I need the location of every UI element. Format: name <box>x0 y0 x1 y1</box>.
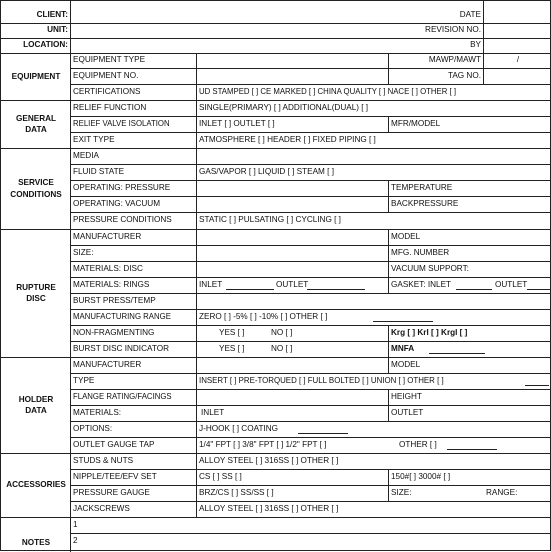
section-rupture-label: RUPTURE <box>16 282 56 292</box>
fill-line[interactable] <box>456 289 492 290</box>
note-1[interactable]: 1 <box>73 519 78 529</box>
mfr-model-label: MFR/MODEL <box>391 118 441 128</box>
gauge-size-label: SIZE: <box>391 487 412 497</box>
location-label: LOCATION: <box>23 40 68 50</box>
height-label: HEIGHT <box>391 391 422 401</box>
section-rupture-disc <box>1 229 71 357</box>
gauge-range-label: RANGE: <box>486 487 518 497</box>
backpressure-label: BACKPRESSURE <box>391 198 459 208</box>
section-accessories <box>1 453 71 517</box>
rule <box>71 533 551 534</box>
materials-rings-label: MATERIALS: RINGS <box>73 279 150 289</box>
non-frag-no[interactable]: NO [ ] <box>271 327 293 337</box>
section-service-conditions <box>1 148 71 229</box>
rd-model-label: MODEL <box>391 231 421 241</box>
burst-press-label: BURST PRESS/TEMP <box>73 295 156 305</box>
hd-inlet-label: INLET <box>201 407 225 417</box>
outlet-gauge-label: OUTLET GAUGE TAP <box>73 439 155 449</box>
by-label: BY <box>470 40 481 50</box>
nipple-label: NIPPLE/TEE/EFV SET <box>73 471 157 481</box>
burst-indicator-no[interactable]: NO [ ] <box>271 343 293 353</box>
exit-type-label: EXIT TYPE <box>73 134 115 144</box>
studs-label: STUDS & NUTS <box>73 455 134 465</box>
hd-materials-label: MATERIALS: <box>73 407 122 417</box>
certifications-options[interactable]: UD STAMPED [ ] CE MARKED [ ] CHINA QUALITY [ ] NACE [ ] OTHER [ ] <box>199 87 457 97</box>
mfg-number-label: MFG. NUMBER <box>391 247 450 257</box>
exit-type-options[interactable]: ATMOSPHERE [ ] HEADER [ ] FIXED PIPING [ ] <box>199 134 376 144</box>
relief-function-options[interactable]: SINGLE(PRIMARY) [ ] ADDITIONAL(DUAL) [ ] <box>199 102 369 112</box>
rd-manufacturer-label: MANUFACTURER <box>73 231 142 241</box>
section-holder-data <box>1 357 71 453</box>
date-label: DATE <box>459 9 481 19</box>
mawp-separator: / <box>516 55 520 65</box>
rule <box>483 1 484 53</box>
jackscrews-label: JACKSCREWS <box>73 503 130 513</box>
fill-line[interactable] <box>307 289 365 290</box>
rings-outlet-label: OUTLET <box>276 279 309 289</box>
studs-options[interactable]: ALLOY STEEL [ ] 316SS [ ] OTHER [ ] <box>199 455 339 465</box>
hd-type-options[interactable]: INSERT [ ] PRE-TORQUED [ ] FULL BOLTED [ ] UNION [ ] OTHER [ ] <box>199 376 444 386</box>
fill-line[interactable] <box>429 353 485 354</box>
media-label: MEDIA <box>73 150 99 160</box>
op-pressure-label: OPERATING: PRESSURE <box>73 182 171 192</box>
fluid-state-label: FLUID STATE <box>73 166 125 176</box>
equipment-type-label: EQUIPMENT TYPE <box>73 55 146 65</box>
section-equipment <box>1 53 71 100</box>
relief-isolation-options[interactable]: INLET [ ] OUTLET [ ] <box>199 118 275 128</box>
krg-options[interactable]: Krg [ ] Krl [ ] Krgl [ ] <box>391 327 468 337</box>
hd-outlet-label: OUTLET <box>391 407 424 417</box>
pressure-conditions-options[interactable]: STATIC [ ] PULSATING [ ] CYCLING [ ] <box>199 215 341 225</box>
fill-line[interactable] <box>298 433 348 434</box>
hd-model-label: MODEL <box>391 359 421 369</box>
fill-line[interactable] <box>373 321 433 322</box>
burst-indicator-label: BURST DISC INDICATOR <box>73 343 169 353</box>
fill-line[interactable] <box>525 385 549 386</box>
section-general-label-2: DATA <box>25 125 47 134</box>
mfg-range-options[interactable]: ZERO [ ] -5% [ ] -10% [ ] OTHER [ ] <box>199 311 328 321</box>
revision-label: REVISION NO. <box>425 25 481 35</box>
non-frag-yes[interactable]: YES [ ] <box>219 327 245 337</box>
fill-line[interactable] <box>527 289 551 290</box>
op-vacuum-label: OPERATING: VACUUM <box>73 198 161 208</box>
relief-isolation-label: RELIEF VALVE ISOLATION <box>73 119 170 129</box>
equipment-no-label: EQUIPMENT NO. <box>73 70 139 80</box>
gauge-label: PRESSURE GAUGE <box>73 487 150 497</box>
section-service-label-2: CONDITIONS <box>10 189 62 199</box>
jackscrews-options[interactable]: ALLOY STEEL [ ] 316SS [ ] OTHER [ ] <box>199 503 339 513</box>
hd-manufacturer-label: MANUFACTURER <box>73 359 142 369</box>
options-label: OPTIONS: <box>73 423 113 433</box>
client-label: CLIENT: <box>36 9 68 19</box>
section-notes <box>1 533 71 552</box>
hd-type-label: TYPE <box>73 375 95 385</box>
relief-function-label: RELIEF FUNCTION <box>73 102 147 112</box>
options-options[interactable]: J-HOOK [ ] COATING <box>199 423 278 433</box>
outlet-gauge-options[interactable]: 1/4" FPT [ ] 3/8" FPT [ ] 1/2" FPT [ ] <box>199 439 327 449</box>
certifications-label: CERTIFICATIONS <box>73 86 141 96</box>
pressure-conditions-label: PRESSURE CONDITIONS <box>73 215 172 225</box>
gasket-inlet-label: GASKET: INLET <box>391 279 452 289</box>
section-general-label: GENERAL <box>15 113 57 123</box>
section-service-label: SERVICE <box>18 178 54 188</box>
section-rupture-label-2: DISC <box>26 294 46 303</box>
mfg-range-label: MANUFACTURING RANGE <box>73 312 171 322</box>
fill-line[interactable] <box>226 289 274 290</box>
gauge-options[interactable]: BRZ/CS [ ] SS/SS [ ] <box>199 487 274 497</box>
nipple-options[interactable]: CS [ ] SS [ ] <box>199 471 242 481</box>
section-equipment-label: EQUIPMENT <box>11 71 61 81</box>
outlet-gauge-other[interactable]: OTHER [ ] <box>399 439 437 449</box>
burst-indicator-yes[interactable]: YES [ ] <box>219 343 245 353</box>
tag-no-label: TAG NO. <box>447 70 481 80</box>
mnfa-label: MNFA <box>391 343 415 353</box>
note-2[interactable]: 2 <box>73 536 78 546</box>
flange-label: FLANGE RATING/FACINGS <box>73 392 172 402</box>
nipple-rating[interactable]: 150#[ ] 3000# [ ] <box>391 471 451 481</box>
fill-line[interactable] <box>447 449 497 450</box>
section-notes-label: NOTES <box>21 537 51 547</box>
section-general-data <box>1 100 71 148</box>
section-holder-label: HOLDER <box>18 394 54 404</box>
unit-label: UNIT: <box>47 25 68 35</box>
fluid-state-options[interactable]: GAS/VAPOR [ ] LIQUID [ ] STEAM [ ] <box>199 166 334 176</box>
gasket-outlet-label: OUTLET <box>495 279 528 289</box>
non-frag-label: NON-FRAGMENTING <box>73 327 155 337</box>
materials-disc-label: MATERIALS: DISC <box>73 263 143 273</box>
rings-inlet-label: INLET <box>199 279 223 289</box>
vacuum-support-label: VACUUM SUPPORT: <box>391 263 469 273</box>
rd-size-label: SIZE: <box>73 247 94 257</box>
mawp-label: MAWP/MAWT <box>428 55 481 65</box>
section-holder-label-2: DATA <box>25 406 47 415</box>
temperature-label: TEMPERATURE <box>391 182 453 192</box>
section-accessories-label: ACCESSORIES <box>6 480 66 490</box>
